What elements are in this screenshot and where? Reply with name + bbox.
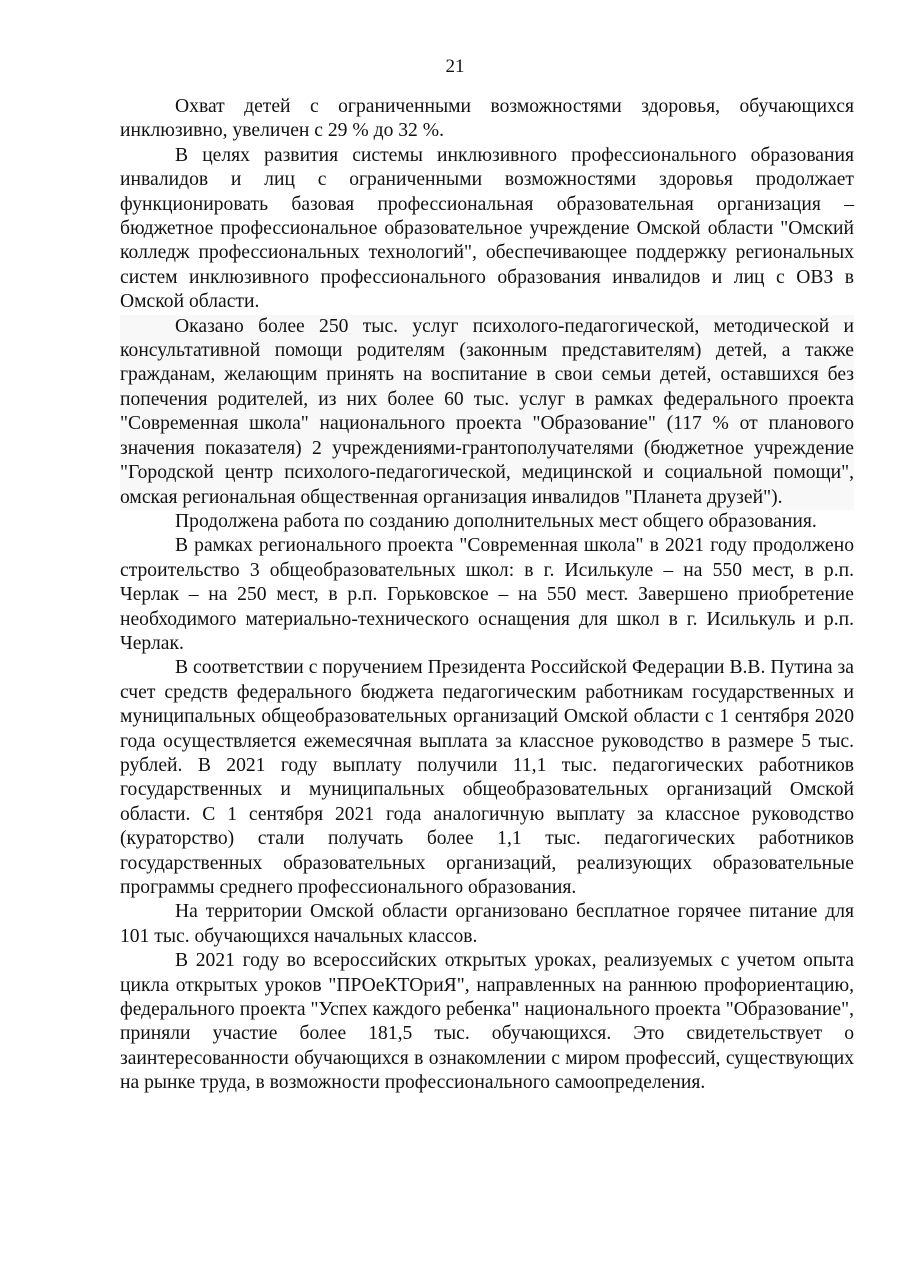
paragraph-school-construction: В рамках регионального проекта "Современная школа" в 2021 году продолжено строительство 3 общеобразовательных школ: в г. Исилькуле – на 550 мест, в р.п. Черлак – на 250 мест, в р.п. Горьковское – на 550 мест. Завершено приобретение необходимого материально-технического оснащения для школ в г. Исилькуль и р.п. Черлак. bbox=[120, 535, 854, 654]
document-body bbox=[120, 95, 854, 1096]
paragraph-psychological-services: Оказано более 250 тыс. услуг психолого-педагогической, методической и консультативной помощи родителям (законным представителям) детей, а также гражданам, желающим принять на воспитание в свои семьи детей, оставшихся без попечения родителей, из них более 60 тыс. услуг в рамках федерального проекта "Современная школа" национального проекта "Образование" (117 % от планового значения показателя) 2 учреждениями-грантополучателями (бюджетное учреждение "Городской центр психолого-педагогической, медицинской и социальной помощи", омская региональная общественная организация инвалидов "Планета друзей"). bbox=[120, 315, 854, 510]
paragraph-additional-places: Продолжена работа по созданию дополнительных мест общего образования. bbox=[175, 510, 817, 532]
paragraph-inclusive-coverage: Охват детей с ограниченными возможностями здоровья, обучающихся инклюзивно, увеличен с 29 % до 32 %. bbox=[120, 96, 854, 142]
page-number: 21 bbox=[445, 56, 465, 77]
paragraph-inclusive-professional-education: В целях развития системы инклюзивного профессионального образования инвалидов и лиц с ограниченными возможностями здоровья продолжает функционировать базовая профессиональная образовательная организация – бюджетное профессиональное образовательное учреждение Омской области "Омский колледж профессиональных технологий", обеспечивающее поддержку региональных систем инклюзивного профессионального образования инвалидов и лиц с ОВЗ в Омской области. bbox=[120, 144, 854, 313]
paragraph-open-lessons: В 2021 году во всероссийских открытых уроках, реализуемых с учетом опыта цикла открытых уроков "ПРОеКТОриЯ", направленных на раннюю профориентацию, федерального проекта "Успех каждого ребенка" национального проекта "Образование", приняли участие более 181,5 тыс. обучающихся. Это свидетельствует о заинтересованности обучающихся в ознакомлении с миром профессий, существующих на рынке труда, в возможности профессионального самоопределения. bbox=[120, 950, 854, 1094]
paragraph-class-teacher-payment: В соответствии с поручением Президента Российской Федерации В.В. Путина за счет средств федерального бюджета педагогическим работникам государственных и муниципальных общеобразовательных организаций Омской области с 1 сентября 2020 года осуществляется ежемесячная выплата за классное руководство в размере 5 тыс. рублей. В 2021 году выплату получили 11,1 тыс. педагогических работников государственных и муниципальных общеобразовательных организаций Омской области. С 1 сентября 2021 года аналогичную выплату за классное руководство (кураторство) стали получать более 1,1 тыс. педагогических работников государственных образовательных организаций, реализующих образовательные программы среднего профессионального образования. bbox=[120, 657, 854, 898]
paragraph-hot-meals: На территории Омской области организовано бесплатное горячее питание для 101 тыс. обучающихся начальных классов. bbox=[120, 901, 854, 947]
